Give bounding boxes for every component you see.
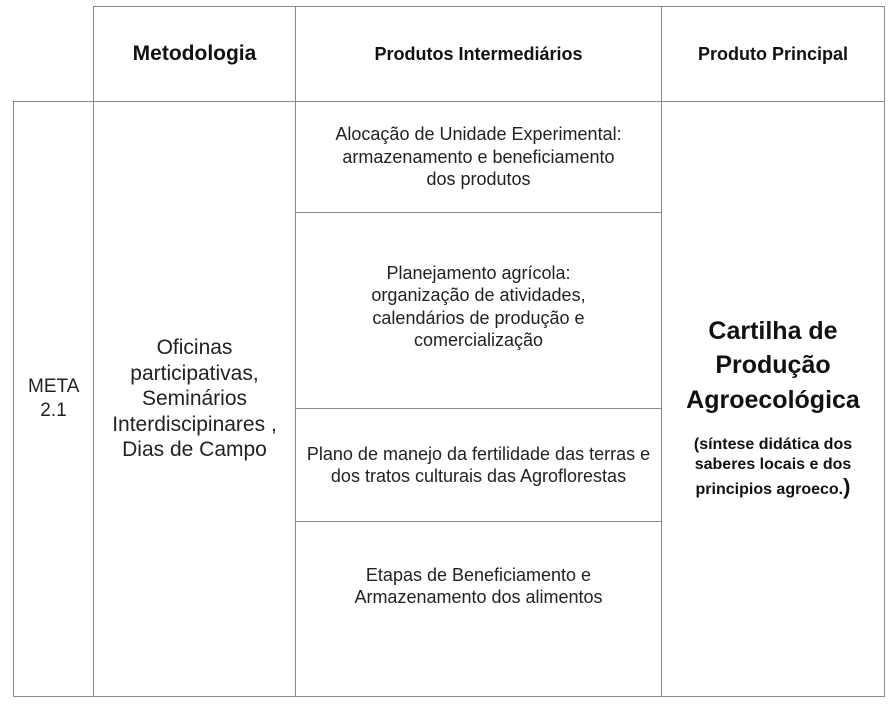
produto-principal-title: Cartilha de Produção Agroecológica (686, 316, 860, 414)
border-bottom (13, 696, 885, 697)
produto-principal-cell (662, 102, 884, 696)
header-metodologia: Metodologia (132, 42, 257, 65)
produto-principal-note-close: ) (843, 473, 851, 499)
meta-label: META 2.1 (28, 376, 80, 421)
header-produtos-intermediarios: Produtos Intermediários (374, 43, 583, 64)
produto-intermediario-4: Etapas de Beneficiamento e Armazenamento dos alimentos (354, 564, 603, 607)
produto-intermediario-1: Alocação de Unidade Experimental: armazenamento e beneficiamento dos produtos (335, 124, 622, 190)
border-right (884, 6, 885, 697)
produto-intermediario-2: Planejamento agrícola: organização de atividades, calendários de produção e comercialização (371, 262, 586, 350)
produto-intermediario-3: Plano de manejo da fertilidade das terras e dos tratos culturais das Agroflorestas (306, 443, 651, 486)
header-produto-principal: Produto Principal (697, 43, 848, 64)
produto-principal-note (670, 435, 876, 500)
metodologia-text: Oficinas participativas, Seminários Interdiscipinares , Dias de Campo (112, 335, 277, 462)
produto-principal-note-text: (síntese didática dos saberes locais e dos principios agroeco. (693, 436, 853, 498)
